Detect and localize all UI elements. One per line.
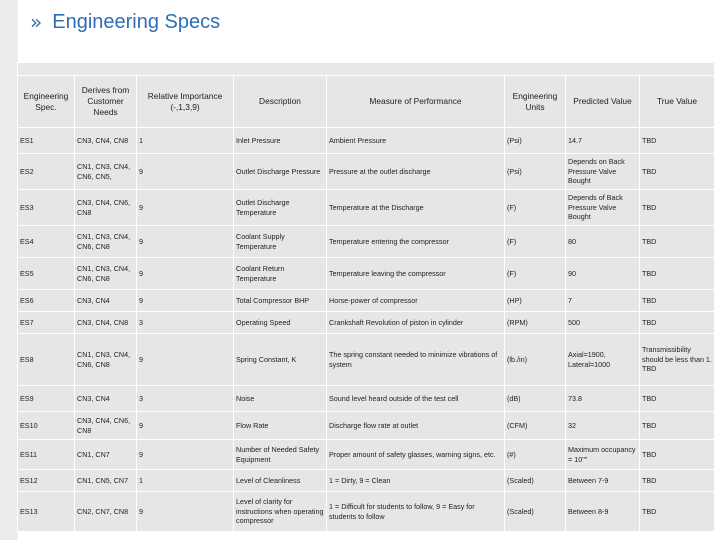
table-cell: (lb./in) <box>505 334 566 386</box>
table-row <box>18 290 715 312</box>
table-cell: CN1, CN3, CN4, CN6, CN8 <box>75 226 137 258</box>
table-cell: TBD <box>640 492 715 532</box>
table-row <box>18 190 715 226</box>
table-cell: Proper amount of safety glasses, warning signs, etc. <box>327 440 505 470</box>
table-cell: ES12 <box>18 470 75 492</box>
table-cell: Coolant Supply Temperature <box>234 226 327 258</box>
table-cell: 1 = Dirty, 9 = Clean <box>327 470 505 492</box>
table-cell: (CFM) <box>505 412 566 440</box>
table-cell: 90 <box>566 258 640 290</box>
table-cell: Axial=1900, Lateral=1000 <box>566 334 640 386</box>
table-cell: CN1, CN7 <box>75 440 137 470</box>
table-cell: Noise <box>234 386 327 412</box>
table-cell: ES10 <box>18 412 75 440</box>
table-row <box>18 470 715 492</box>
table-cell: 3 <box>137 312 234 334</box>
table-row <box>18 492 715 532</box>
table-cell: CN1, CN3, CN4, CN6, CN8 <box>75 334 137 386</box>
table-cell: 7 <box>566 290 640 312</box>
table-cell: CN1, CN3, CN4, CN6, CN8 <box>75 258 137 290</box>
table-cell: CN3, CN4, CN6, CN8 <box>75 412 137 440</box>
table-cell: Depends on Back Pressure Valve Bought <box>566 154 640 190</box>
table-cell: 9 <box>137 226 234 258</box>
table-cell: TBD <box>640 258 715 290</box>
table-cell: (Psi) <box>505 154 566 190</box>
table-cell: Temperature at the Discharge <box>327 190 505 226</box>
table-cell: 9 <box>137 440 234 470</box>
table-cell: Crankshaft Revolution of piston in cylinder <box>327 312 505 334</box>
table-cell: Flow Rate <box>234 412 327 440</box>
header-cell-7: True Value <box>640 76 715 128</box>
table-cell: ES4 <box>18 226 75 258</box>
table-row <box>18 412 715 440</box>
table-cell: Transmissibility should be less than 1. TBD <box>640 334 715 386</box>
table-cell: ES3 <box>18 190 75 226</box>
table-cell: 1 <box>137 470 234 492</box>
table-cell: TBD <box>640 412 715 440</box>
table-cell: ES9 <box>18 386 75 412</box>
page-title: Engineering Specs <box>52 10 221 33</box>
table-top-strip <box>18 63 715 76</box>
table-cell: Maximum occupancy = 10"" <box>566 440 640 470</box>
table-cell: Discharge flow rate at outlet <box>327 412 505 440</box>
header-cell-4: Measure of Performance <box>327 76 505 128</box>
table-cell: Outlet Discharge Pressure <box>234 154 327 190</box>
header-cell-6: Predicted Value <box>566 76 640 128</box>
table-cell: (Psi) <box>505 128 566 154</box>
table-cell: ES13 <box>18 492 75 532</box>
table-cell: (Scaled) <box>505 492 566 532</box>
table-cell: 9 <box>137 190 234 226</box>
table-cell: ES5 <box>18 258 75 290</box>
table-cell: 1 = Difficult for students to follow, 9 = Easy for students to follow <box>327 492 505 532</box>
table-cell: CN3, CN4, CN8 <box>75 128 137 154</box>
table-cell: Spring Constant, K <box>234 334 327 386</box>
table-cell: Operating Speed <box>234 312 327 334</box>
table-cell: Depends of Back Pressure Valve Bought <box>566 190 640 226</box>
table-cell: The spring constant needed to minimize vibrations of system <box>327 334 505 386</box>
table-cell: Temperature leaving the compressor <box>327 258 505 290</box>
table-cell: (dB) <box>505 386 566 412</box>
top-strip-cell <box>18 63 715 76</box>
table-cell: 9 <box>137 334 234 386</box>
table-cell: Ambient Pressure <box>327 128 505 154</box>
header-cell-0: Engineering Spec. <box>18 76 75 128</box>
table-cell: ES1 <box>18 128 75 154</box>
table-cell: 9 <box>137 154 234 190</box>
header-cell-3: Description <box>234 76 327 128</box>
table-cell: Temperature entering the compressor <box>327 226 505 258</box>
header-cell-5: Engineering Units <box>505 76 566 128</box>
table-cell: Number of Needed Safety Equipment <box>234 440 327 470</box>
table-cell: CN2, CN7, CN8 <box>75 492 137 532</box>
table-row <box>18 334 715 386</box>
table-cell: ES6 <box>18 290 75 312</box>
table-cell: ES8 <box>18 334 75 386</box>
table-cell: CN3, CN4, CN8 <box>75 312 137 334</box>
table-cell: TBD <box>640 128 715 154</box>
table-cell: (#) <box>505 440 566 470</box>
table-cell: TBD <box>640 470 715 492</box>
specs-table <box>17 62 715 532</box>
title-area <box>30 6 220 38</box>
table-cell: (Scaled) <box>505 470 566 492</box>
table-cell: 9 <box>137 492 234 532</box>
table-body <box>18 128 715 532</box>
table-cell: (RPM) <box>505 312 566 334</box>
table-cell: 80 <box>566 226 640 258</box>
table-cell: TBD <box>640 226 715 258</box>
table-cell: Level of clarity for instructions when operating compressor <box>234 492 327 532</box>
table-cell: CN1, CN5, CN7 <box>75 470 137 492</box>
table-cell: Between 7-9 <box>566 470 640 492</box>
table-cell: ES11 <box>18 440 75 470</box>
table-cell: (F) <box>505 190 566 226</box>
table-cell: TBD <box>640 290 715 312</box>
table-row <box>18 226 715 258</box>
table-cell: Sound level heard outside of the test cell <box>327 386 505 412</box>
table-cell: 9 <box>137 258 234 290</box>
table-cell: 9 <box>137 290 234 312</box>
table-cell: Between 8-9 <box>566 492 640 532</box>
table-cell: CN1, CN3, CN4, CN6, CN5, <box>75 154 137 190</box>
table-cell: CN3, CN4 <box>75 290 137 312</box>
table-cell: CN3, CN4, CN6, CN8 <box>75 190 137 226</box>
header-row <box>18 76 715 128</box>
table-cell: Level of Cleanliness <box>234 470 327 492</box>
table-cell: Horse-power of compressor <box>327 290 505 312</box>
table-cell: ES7 <box>18 312 75 334</box>
table-cell: 73.8 <box>566 386 640 412</box>
table-cell: Total Compressor BHP <box>234 290 327 312</box>
table-cell: TBD <box>640 154 715 190</box>
table-row <box>18 312 715 334</box>
table-cell: 500 <box>566 312 640 334</box>
table-row <box>18 440 715 470</box>
left-accent-bar <box>0 0 18 540</box>
table-cell: TBD <box>640 440 715 470</box>
table-cell: Pressure at the outlet discharge <box>327 154 505 190</box>
table-cell: (F) <box>505 258 566 290</box>
table-row <box>18 258 715 290</box>
table-cell: TBD <box>640 190 715 226</box>
double-chevron-icon: » <box>30 10 43 34</box>
table-cell: 9 <box>137 412 234 440</box>
table-cell: TBD <box>640 386 715 412</box>
table-cell: Outlet Discharge Temperature <box>234 190 327 226</box>
table-row <box>18 386 715 412</box>
table-cell: TBD <box>640 312 715 334</box>
table-cell: Coolant Return Temperature <box>234 258 327 290</box>
table-cell: (F) <box>505 226 566 258</box>
table-row <box>18 154 715 190</box>
table-cell: CN3, CN4 <box>75 386 137 412</box>
table-cell: 32 <box>566 412 640 440</box>
table-cell: 3 <box>137 386 234 412</box>
header-cell-1: Derives from Customer Needs <box>75 76 137 128</box>
specs-table-container <box>17 62 714 526</box>
header-cell-2: Relative Importance (-,1,3,9) <box>137 76 234 128</box>
table-cell: 14.7 <box>566 128 640 154</box>
table-cell: ES2 <box>18 154 75 190</box>
table-cell: Inlet Pressure <box>234 128 327 154</box>
table-row <box>18 128 715 154</box>
table-cell: (HP) <box>505 290 566 312</box>
table-cell: 1 <box>137 128 234 154</box>
